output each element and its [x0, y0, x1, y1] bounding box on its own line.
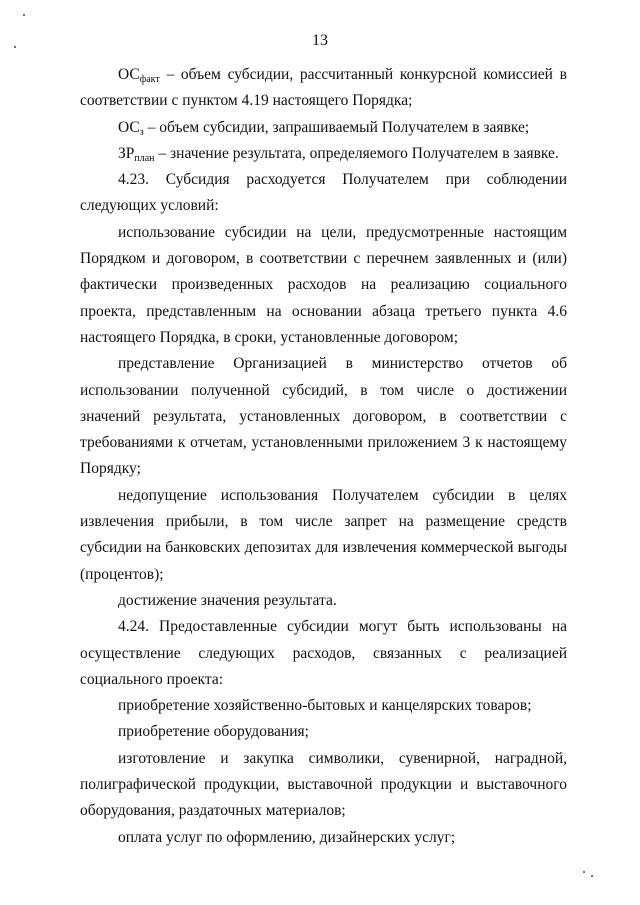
- expense-household-goods: приобретение хозяйственно-бытовых и канцелярских товаров;: [118, 697, 532, 715]
- condition-result: достижение значения результата.: [118, 591, 337, 609]
- document-body: [80, 62, 567, 851]
- expense-printing-products: изготовление и закупка символики, сувенирной, наградной, полиграфической продукции, выставочной продукции и выставочного оборудования, раздаточных материалов;: [80, 749, 567, 820]
- scan-speck: [23, 14, 25, 16]
- paragraph-4-23: 4.23. Субсидия расходуется Получателем при соблюдении следующих условий:: [80, 171, 567, 215]
- condition-use-of-subsidy: использование субсидии на цели, предусмотренные настоящим Порядком и договором, в соответствии с перечнем заявленных и (или) фактически произведенных расходов на реализацию социального проекта, представленным на основании абзаца третьего пункта 4.6 настоящего Порядка, в сроки, установленные договором;: [80, 223, 567, 346]
- condition-reports: представление Организацией в министерство отчетов об использовании полученной субсидий, в том числе о достижении значений результата, установленных договором, в соответствии с требованиями к отчетам, установленными приложением 3 к настоящему Порядку;: [80, 355, 567, 478]
- definition-os-fact: $ОС_{факт}$ – объем субсидии, рассчитанный конкурсной комиссией в соответствии с пунктом 4.19 настоящего Порядка;: [80, 66, 567, 110]
- expense-design-services: оплата услуг по оформлению, дизайнерских услуг;: [118, 828, 456, 846]
- condition-no-profit: недопущение использования Получателем субсидии в целях извлечения прибыли, в том числе запрет на размещение средств субсидии на банковских депозитах для извлечения коммерческой выгоды (процентов);: [80, 486, 567, 583]
- definition-zr-plan: $ЗР_{план}$ – значение результата, определяемого Получателем в заявке.: [118, 144, 559, 164]
- paragraph-4-24: 4.24. Предоставленные субсидии могут быть использованы на осуществление следующих расходов, связанных с реализацией социального проекта:: [80, 618, 567, 688]
- scan-speck: [583, 871, 585, 873]
- page-number: 13: [312, 32, 328, 49]
- definition-os-z: $ОС_з$ – объем субсидии, запрашиваемый Получателем в заявке;: [118, 118, 530, 138]
- scan-speck: [591, 875, 593, 877]
- expense-equipment: приобретение оборудования;: [118, 723, 309, 741]
